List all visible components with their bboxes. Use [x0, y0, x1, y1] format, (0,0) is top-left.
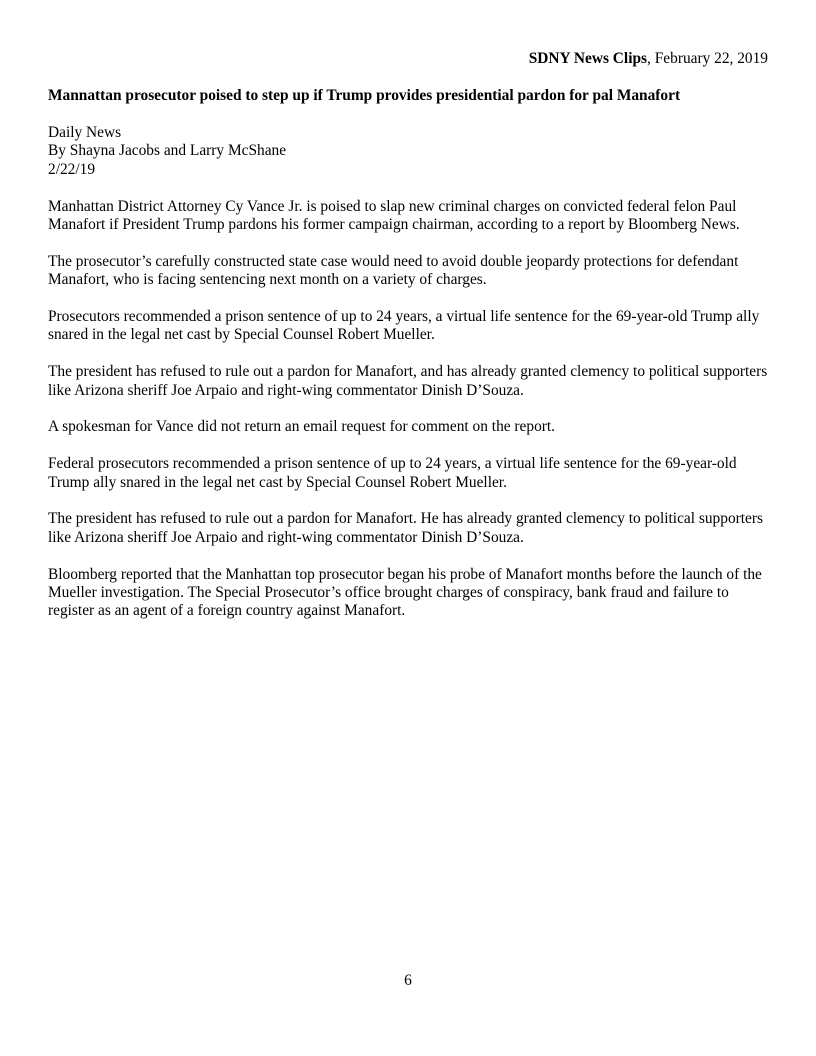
page-header	[529, 50, 768, 68]
article-paragraph: The president has refused to rule out a pardon for Manafort, and has already granted clemency to political supporters like Arizona sheriff Joe Arpaio and right-wing commentator Dinish D’Souza.	[48, 363, 768, 399]
header-brand: SDNY News Clips	[528, 50, 648, 67]
article-paragraph: The prosecutor’s carefully constructed state case would need to avoid double jeopardy protections for defendant Manafort, who is facing sentencing next month on a variety of charges.	[48, 252, 739, 289]
article-date: 2/22/19	[48, 160, 96, 178]
article-headline: Mannattan prosecutor poised to step up if Trump provides presidential pardon for pal Manafort	[48, 87, 681, 104]
article-source: Daily News	[48, 123, 122, 141]
article-paragraph: The president has refused to rule out a pardon for Manafort. He has already granted clemency to political supporters like Arizona sheriff Joe Arpaio and right-wing commentator Dinish D’Souza.	[48, 510, 763, 546]
article-container	[48, 87, 772, 639]
article-body	[48, 198, 772, 621]
article-authors: By Shayna Jacobs and Larry McShane	[48, 142, 287, 160]
article-paragraph: Federal prosecutors recommended a prison sentence of up to 24 years, a virtual life sentence for the 69-year-old Trump ally snared in the legal net cast by Special Counsel Robert Mueller.	[48, 455, 737, 491]
article-paragraph: Manhattan District Attorney Cy Vance Jr. is poised to slap new criminal charges on convicted federal felon Paul Manafort if President Trump pardons his former campaign chairman, according to a report by Bloomberg News.	[48, 197, 740, 234]
header-date: , February 22, 2019	[647, 50, 768, 67]
article-byline-block	[48, 124, 772, 179]
article-paragraph: Bloomberg reported that the Manhattan top prosecutor began his probe of Manafort months before the launch of the Mueller investigation. The Special Prosecutor’s office brought charges of conspiracy, bank fraud and failure to register as an agent of a foreign country against Manafort.	[48, 565, 762, 620]
article-paragraph: Prosecutors recommended a prison sentence of up to 24 years, a virtual life sentence for the 69-year-old Trump ally snared in the legal net cast by Special Counsel Robert Mueller.	[48, 308, 760, 344]
page-number: 6	[404, 972, 412, 989]
article-paragraph: A spokesman for Vance did not return an email request for comment on the report.	[48, 418, 556, 436]
